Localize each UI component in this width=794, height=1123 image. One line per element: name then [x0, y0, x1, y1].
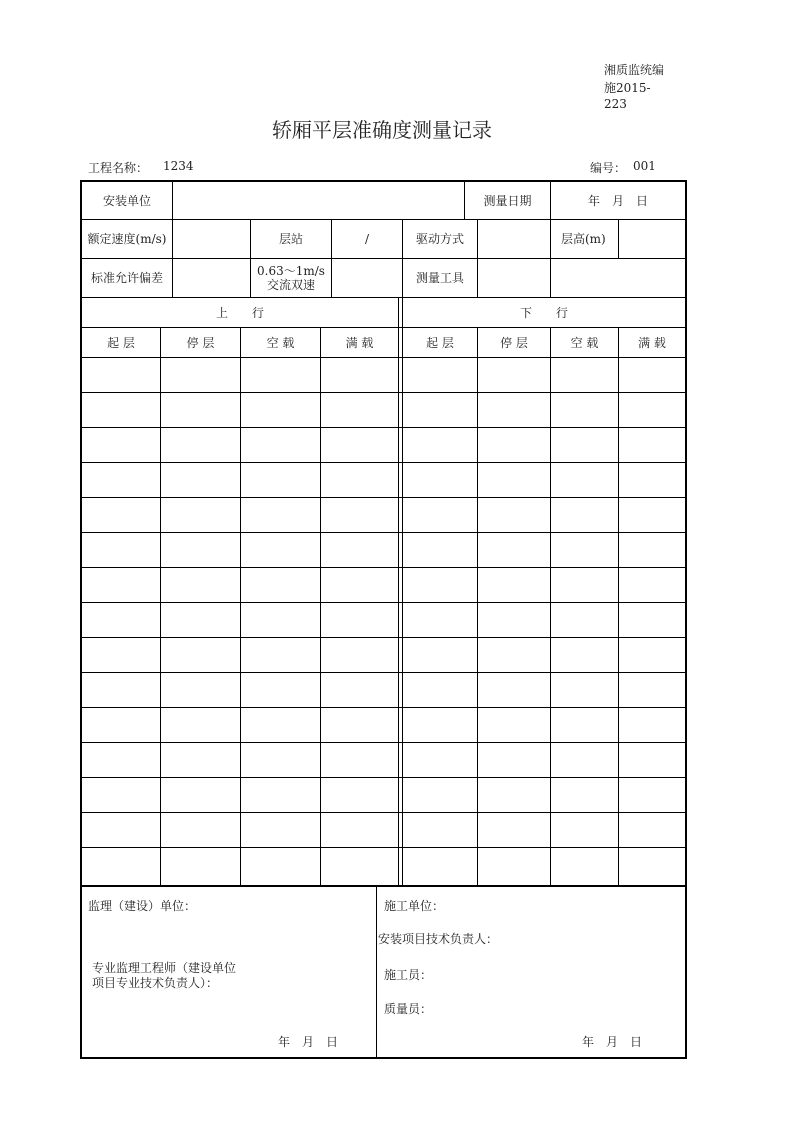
- table-cell[interactable]: [403, 778, 477, 812]
- table-cell[interactable]: [551, 638, 618, 672]
- table-cell[interactable]: [161, 708, 240, 742]
- table-cell[interactable]: [478, 533, 550, 567]
- speed-range-field[interactable]: [332, 259, 402, 297]
- table-cell[interactable]: [161, 638, 240, 672]
- table-cell[interactable]: [403, 603, 477, 637]
- table-cell[interactable]: [551, 393, 618, 427]
- table-cell[interactable]: [478, 813, 550, 847]
- table-cell[interactable]: [321, 358, 398, 392]
- col-down-empty-load: 空 载: [570, 335, 599, 350]
- table-cell[interactable]: [478, 358, 550, 392]
- table-cell[interactable]: [403, 743, 477, 777]
- down-direction-header: 下 行: [519, 305, 568, 320]
- table-cell[interactable]: [619, 848, 685, 882]
- form-org-code: 湘质监统编: [604, 63, 665, 77]
- table-cell[interactable]: [241, 428, 320, 462]
- table-cell[interactable]: [241, 673, 320, 707]
- table-cell[interactable]: [619, 428, 685, 462]
- table-cell[interactable]: [321, 463, 398, 497]
- table-cell[interactable]: [241, 568, 320, 602]
- table-cell[interactable]: [403, 428, 477, 462]
- table-cell[interactable]: [478, 498, 550, 532]
- table-cell[interactable]: [82, 708, 160, 742]
- table-cell[interactable]: [619, 568, 685, 602]
- table-cell[interactable]: [551, 603, 618, 637]
- table-cell[interactable]: [241, 708, 320, 742]
- table-cell[interactable]: [619, 743, 685, 777]
- col-up-stop-floor: 停 层: [186, 335, 215, 350]
- install-unit-label: 安装单位: [102, 193, 151, 208]
- table-cell[interactable]: [82, 463, 160, 497]
- col-up-empty-load: 空 载: [266, 335, 295, 350]
- measurement-form: [80, 180, 687, 887]
- table-cell[interactable]: [403, 463, 477, 497]
- table-cell[interactable]: [241, 603, 320, 637]
- table-cell[interactable]: [82, 743, 160, 777]
- table-cell[interactable]: [161, 428, 240, 462]
- install-unit-field[interactable]: [173, 182, 463, 219]
- speed-range-line1: 0.63～1m/s: [257, 264, 325, 278]
- table-cell[interactable]: [241, 358, 320, 392]
- table-cell[interactable]: [161, 393, 240, 427]
- table-cell[interactable]: [321, 673, 398, 707]
- construction-unit-label: 施工单位：: [384, 899, 445, 913]
- supervisor-label-line2: 项目专业技术负责人）：: [92, 976, 219, 990]
- measure-date-label: 测量日期: [483, 193, 532, 208]
- table-cell[interactable]: [551, 358, 618, 392]
- measure-date-field[interactable]: 年 月 日: [587, 193, 648, 208]
- table-cell[interactable]: [161, 463, 240, 497]
- table-cell[interactable]: [551, 778, 618, 812]
- table-cell[interactable]: [551, 848, 618, 882]
- table-cell[interactable]: [161, 498, 240, 532]
- table-cell[interactable]: [161, 568, 240, 602]
- table-cell[interactable]: [619, 533, 685, 567]
- table-cell[interactable]: [82, 568, 160, 602]
- table-cell[interactable]: [478, 708, 550, 742]
- table-cell[interactable]: [321, 498, 398, 532]
- table-cell[interactable]: [619, 603, 685, 637]
- signature-section: [80, 886, 687, 1059]
- table-cell[interactable]: [478, 673, 550, 707]
- table-cell[interactable]: [403, 638, 477, 672]
- drive-mode-label: 驱动方式: [415, 232, 464, 246]
- rated-speed-label: 额定速度(m/s): [87, 232, 167, 246]
- table-cell[interactable]: [82, 428, 160, 462]
- table-cell[interactable]: [403, 673, 477, 707]
- table-cell[interactable]: [403, 848, 477, 882]
- table-cell[interactable]: [321, 848, 398, 882]
- table-cell[interactable]: [403, 358, 477, 392]
- table-cell[interactable]: [478, 568, 550, 602]
- table-cell[interactable]: [478, 393, 550, 427]
- table-cell[interactable]: [619, 778, 685, 812]
- serial-number-value[interactable]: 001: [633, 159, 656, 173]
- construction-date[interactable]: 年 月 日: [582, 1035, 643, 1049]
- table-cell[interactable]: [551, 743, 618, 777]
- table-cell[interactable]: [403, 533, 477, 567]
- col-up-full-load: 满 载: [345, 335, 374, 350]
- table-cell[interactable]: [551, 463, 618, 497]
- table-cell[interactable]: [478, 638, 550, 672]
- drive-mode-field[interactable]: [478, 220, 550, 258]
- table-cell[interactable]: [551, 673, 618, 707]
- floor-station-label: 层站: [278, 232, 303, 246]
- table-cell[interactable]: [321, 533, 398, 567]
- table-cell[interactable]: [403, 393, 477, 427]
- table-cell[interactable]: [619, 673, 685, 707]
- col-down-start-floor: 起 层: [426, 335, 454, 350]
- floor-height-label: 层高(m): [561, 232, 606, 246]
- table-cell[interactable]: [82, 498, 160, 532]
- table-cell[interactable]: [161, 848, 240, 882]
- table-cell[interactable]: [478, 603, 550, 637]
- table-cell[interactable]: [161, 743, 240, 777]
- serial-number-label: 编号：: [590, 161, 627, 175]
- speed-range-label: [251, 259, 331, 297]
- table-cell[interactable]: [478, 848, 550, 882]
- table-cell[interactable]: [321, 393, 398, 427]
- table-cell[interactable]: [82, 533, 160, 567]
- table-cell[interactable]: [161, 673, 240, 707]
- table-cell[interactable]: [551, 708, 618, 742]
- table-cell[interactable]: [241, 498, 320, 532]
- table-cell[interactable]: [551, 533, 618, 567]
- supervision-unit-label: 监理（建设）单位：: [88, 899, 197, 913]
- table-cell[interactable]: [241, 463, 320, 497]
- tolerance-label: 标准允许偏差: [90, 271, 163, 285]
- table-cell[interactable]: [403, 568, 477, 602]
- supervision-date[interactable]: 年 月 日: [278, 1035, 339, 1049]
- table-cell[interactable]: [82, 358, 160, 392]
- table-cell[interactable]: [161, 358, 240, 392]
- measure-tool-label: 测量工具: [415, 271, 464, 285]
- table-cell[interactable]: [478, 463, 550, 497]
- table-cell[interactable]: [321, 428, 398, 462]
- table-cell[interactable]: [551, 498, 618, 532]
- table-cell[interactable]: [321, 778, 398, 812]
- table-cell[interactable]: [82, 673, 160, 707]
- table-cell[interactable]: [241, 638, 320, 672]
- supervisor-label-line1: 专业监理工程师（建设单位: [92, 961, 237, 975]
- table-cell[interactable]: [551, 568, 618, 602]
- table-cell[interactable]: [241, 848, 320, 882]
- rated-speed-field[interactable]: [173, 220, 250, 258]
- measure-tool-field[interactable]: [478, 259, 685, 297]
- tolerance-field[interactable]: [173, 259, 250, 297]
- table-cell[interactable]: [551, 813, 618, 847]
- floor-station-field[interactable]: /: [364, 232, 370, 246]
- table-cell[interactable]: [619, 638, 685, 672]
- floor-height-field[interactable]: [619, 220, 685, 258]
- table-cell[interactable]: [478, 743, 550, 777]
- table-cell[interactable]: [619, 498, 685, 532]
- table-cell[interactable]: [241, 393, 320, 427]
- table-cell[interactable]: [241, 533, 320, 567]
- col-up-start-floor: 起 层: [107, 335, 135, 350]
- table-cell[interactable]: [403, 708, 477, 742]
- table-cell[interactable]: [82, 778, 160, 812]
- table-cell[interactable]: [619, 813, 685, 847]
- tech-lead-label: 安装项目技术负责人：: [378, 932, 499, 946]
- table-cell[interactable]: [161, 813, 240, 847]
- table-cell[interactable]: [161, 603, 240, 637]
- project-name-label: 工程名称：: [88, 161, 149, 175]
- table-cell[interactable]: [619, 708, 685, 742]
- table-cell[interactable]: [161, 533, 240, 567]
- table-cell[interactable]: [619, 358, 685, 392]
- page-title: 轿厢平层准确度测量记录: [272, 118, 492, 142]
- col-down-full-load: 满 载: [638, 335, 666, 350]
- table-cell[interactable]: [403, 498, 477, 532]
- table-cell[interactable]: [478, 778, 550, 812]
- table-cell[interactable]: [241, 813, 320, 847]
- table-cell[interactable]: [321, 708, 398, 742]
- form-number-code: 施2015-223: [604, 81, 651, 111]
- col-down-stop-floor: 停 层: [500, 335, 528, 350]
- constructor-label: 施工员：: [384, 968, 433, 982]
- table-cell[interactable]: [321, 638, 398, 672]
- table-cell[interactable]: [82, 638, 160, 672]
- table-cell[interactable]: [82, 848, 160, 882]
- table-cell[interactable]: [321, 568, 398, 602]
- table-cell[interactable]: [82, 813, 160, 847]
- quality-inspector-label: 质量员：: [384, 1002, 433, 1016]
- project-name-value[interactable]: 1234: [163, 159, 194, 173]
- table-cell[interactable]: [241, 778, 320, 812]
- table-cell[interactable]: [403, 813, 477, 847]
- table-cell[interactable]: [619, 393, 685, 427]
- table-cell[interactable]: [321, 603, 398, 637]
- table-cell[interactable]: [619, 463, 685, 497]
- table-cell[interactable]: [478, 428, 550, 462]
- table-cell[interactable]: [161, 778, 240, 812]
- table-cell[interactable]: [321, 813, 398, 847]
- table-cell[interactable]: [321, 743, 398, 777]
- up-direction-header: 上 行: [215, 305, 264, 320]
- table-cell[interactable]: [241, 743, 320, 777]
- table-cell[interactable]: [82, 393, 160, 427]
- table-cell[interactable]: [551, 428, 618, 462]
- table-cell[interactable]: [82, 603, 160, 637]
- speed-range-line2: 交流双速: [266, 278, 315, 292]
